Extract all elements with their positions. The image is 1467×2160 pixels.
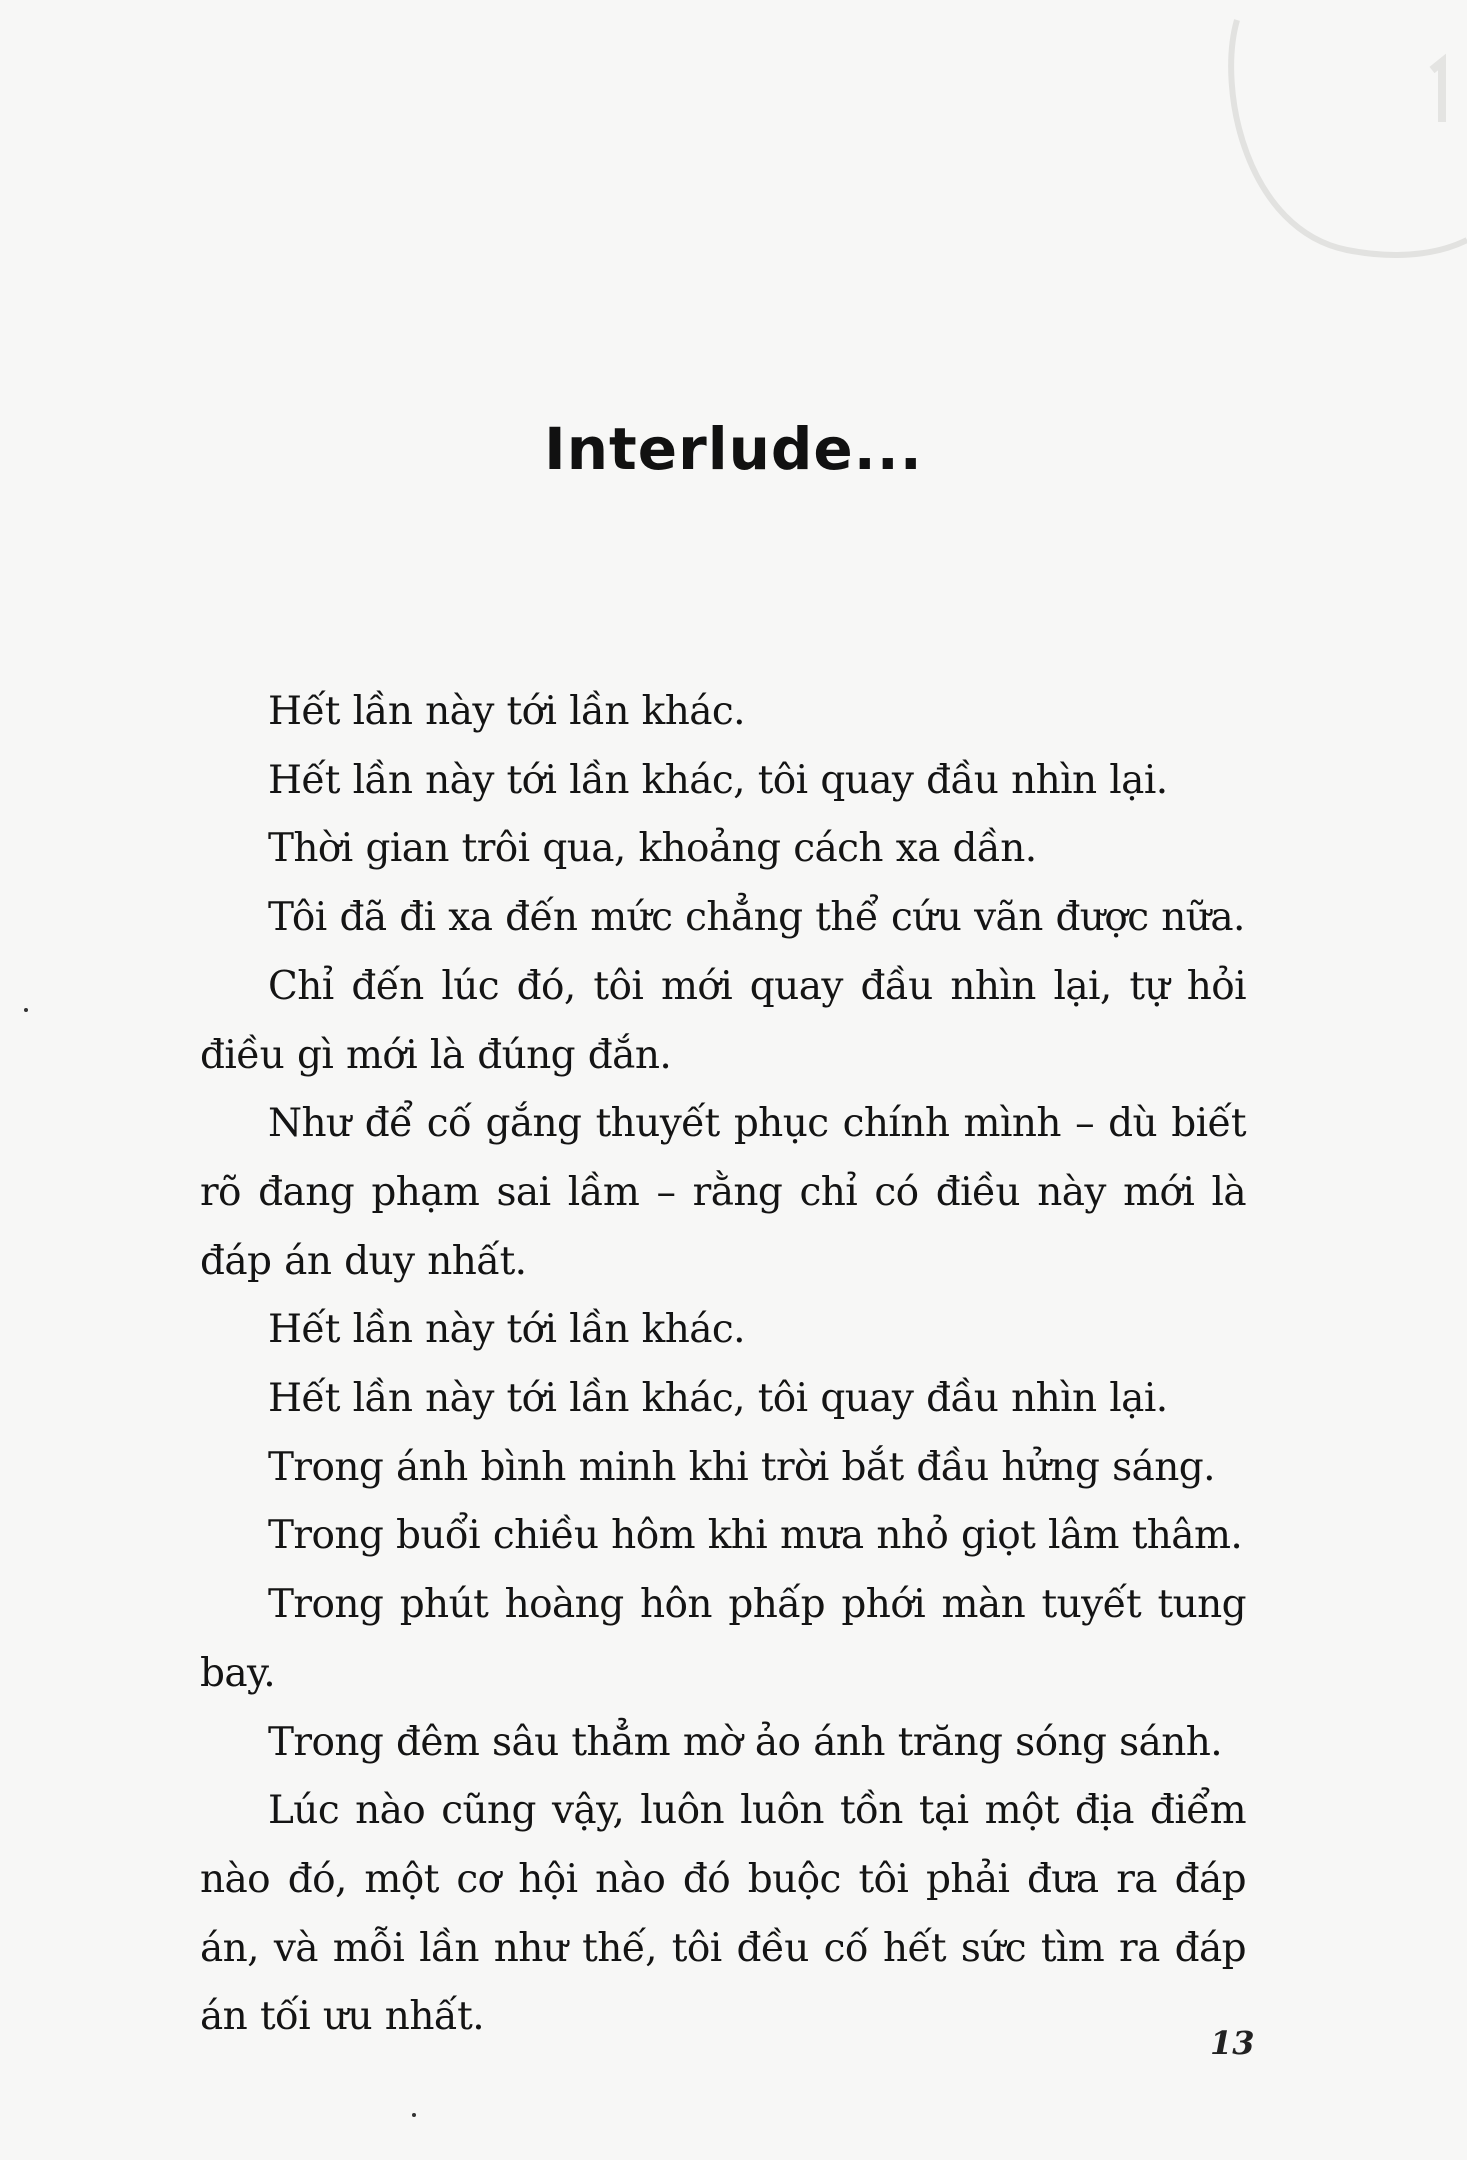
paragraph: Hết lần này tới lần khác. (268, 689, 745, 734)
page-number: 13 (1210, 2024, 1255, 2062)
paragraph: Hết lần này tới lần khác, tôi quay đầu nhìn lại. (268, 757, 1168, 803)
paragraph: Thời gian trôi qua, khoảng cách xa dần. (268, 826, 1037, 872)
paragraph: Trong phút hoàng hôn phấp phới màn tuyết tung bay. (200, 1582, 1246, 1696)
paragraph: Lúc nào cũng vậy, luôn luôn tồn tại một địa điểm nào đó, một cơ hội nào đó buộc tôi phải đưa ra đáp án, và mỗi lần như thế, tôi đều cố hết sức tìm ra đáp án tối ưu nhất. (200, 1788, 1246, 2040)
paragraph: Như để cố gắng thuyết phục chính mình – dù biết rõ đang phạm sai lầm – rằng chỉ có điều này mới là đáp án duy nhất. (200, 1101, 1246, 1284)
paragraph: Chỉ đến lúc đó, tôi mới quay đầu nhìn lại, tự hỏi điều gì mới là đúng đắn. (200, 963, 1246, 1078)
paragraph: Trong buổi chiều hôm khi mưa nhỏ giọt lâm thâm. (268, 1513, 1243, 1559)
body-text (200, 678, 1246, 2052)
paragraph: Hết lần này tới lần khác, tôi quay đầu nhìn lại. (268, 1376, 1168, 1422)
paragraph: Trong ánh bình minh khi trời bắt đầu hửng sáng. (268, 1444, 1215, 1490)
scan-speck (24, 1008, 28, 1012)
corner-decoration (1207, 0, 1467, 270)
paragraph: Trong đêm sâu thẳm mờ ảo ánh trăng sóng sánh. (268, 1719, 1223, 1765)
paragraph: Tôi đã đi xa đến mức chẳng thể cứu vãn được nữa. (268, 895, 1245, 941)
paragraph: Hết lần này tới lần khác. (268, 1307, 745, 1353)
chapter-title: Interlude... (544, 415, 923, 483)
scan-speck (412, 2113, 416, 2117)
